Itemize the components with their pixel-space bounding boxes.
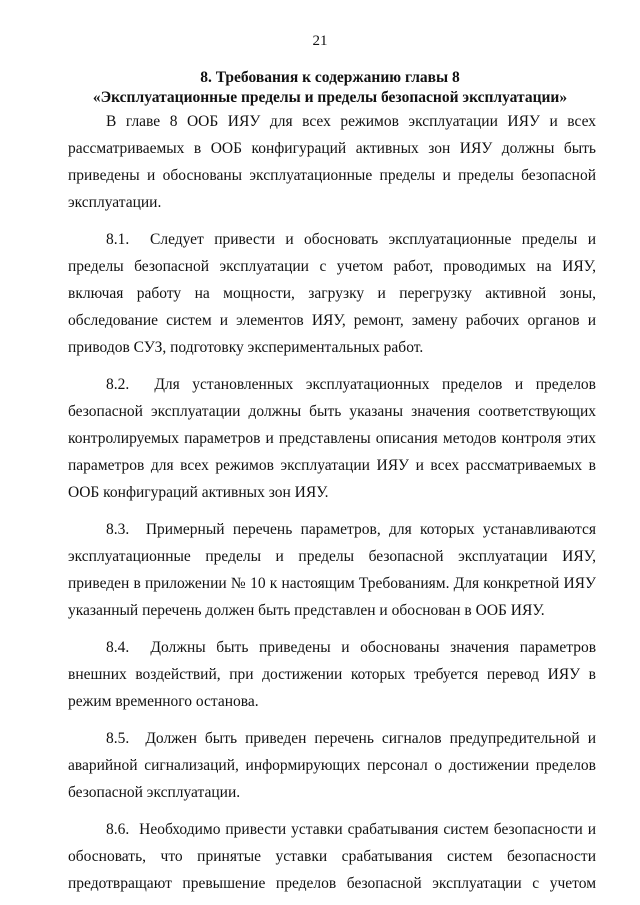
paragraph-number: 8.5. bbox=[106, 730, 130, 747]
paragraph-text: Примерный перечень параметров, для которых устанавливаются эксплуатационные пределы и пределы безопасной эксплуатации ИЯУ, приведен в приложении № 10 к настоящим Требованиям. Для конкретной ИЯУ указанный перечень должен быть представлен и обоснован в ООБ ИЯУ. bbox=[68, 521, 596, 619]
paragraph-8-5 bbox=[68, 725, 596, 806]
section-body bbox=[68, 108, 596, 897]
paragraph-text: Необходимо привести уставки срабатывания систем безопасности и обосновать, что принятые уставки срабатывания систем безопасности предотвращают превышение пределов безопасной эксплуатации с учетом bbox=[68, 821, 596, 892]
paragraph-text: В главе 8 ООБ ИЯУ для всех режимов эксплуатации ИЯУ и всех рассматриваемых в ООБ конфигураций активных зон ИЯУ должны быть приведены и обоснованы эксплуатационные пределы и пределы безопасной эксплуатации. bbox=[68, 113, 596, 211]
section-heading bbox=[60, 68, 600, 108]
paragraph-text: Должны быть приведены и обоснованы значения параметров внешних воздействий, при достижении которых требуется перевод ИЯУ в режим временного останова. bbox=[68, 639, 597, 710]
paragraph-8-4 bbox=[68, 634, 596, 715]
paragraph-8-1 bbox=[68, 226, 596, 361]
paragraph-8-2 bbox=[68, 371, 596, 506]
paragraph-number: 8.4. bbox=[106, 639, 130, 656]
paragraph-text: Для установленных эксплуатационных пределов и пределов безопасной эксплуатации должны быть указаны значения соответствующих контролируемых параметров и представлены описания методов контроля этих параметров для всех режимов эксплуатации ИЯУ и всех рассматриваемых в ООБ конфигураций активных зон ИЯУ. bbox=[68, 376, 596, 501]
page-number: 21 bbox=[312, 33, 328, 49]
paragraph-text: Следует привести и обосновать эксплуатационные пределы и пределы безопасной эксплуатации с учетом работ, проводимых на ИЯУ, включая работу на мощности, загрузку и перегрузку активной зоны, обследование систем и элементов ИЯУ, ремонт, замену рабочих органов и приводов СУЗ, подготовку экспериментальных работ. bbox=[68, 231, 596, 356]
paragraph-8-6 bbox=[68, 816, 596, 897]
paragraph-number: 8.3. bbox=[106, 521, 130, 538]
section-heading-line-2: «Эксплуатационные пределы и пределы безопасной эксплуатации» bbox=[92, 89, 568, 106]
section-heading-line-1: 8. Требования к содержанию главы 8 bbox=[200, 69, 460, 86]
paragraph-number: 8.1. bbox=[106, 231, 130, 248]
paragraph-8-3 bbox=[68, 516, 596, 624]
paragraph-number: 8.6. bbox=[106, 821, 130, 838]
paragraph-text: Должен быть приведен перечень сигналов предупредительной и аварийной сигнализаций, информирующих персонал о достижении пределов безопасной эксплуатации. bbox=[68, 730, 596, 801]
paragraph-number: 8.2. bbox=[106, 376, 130, 393]
paragraph-intro bbox=[68, 108, 596, 216]
